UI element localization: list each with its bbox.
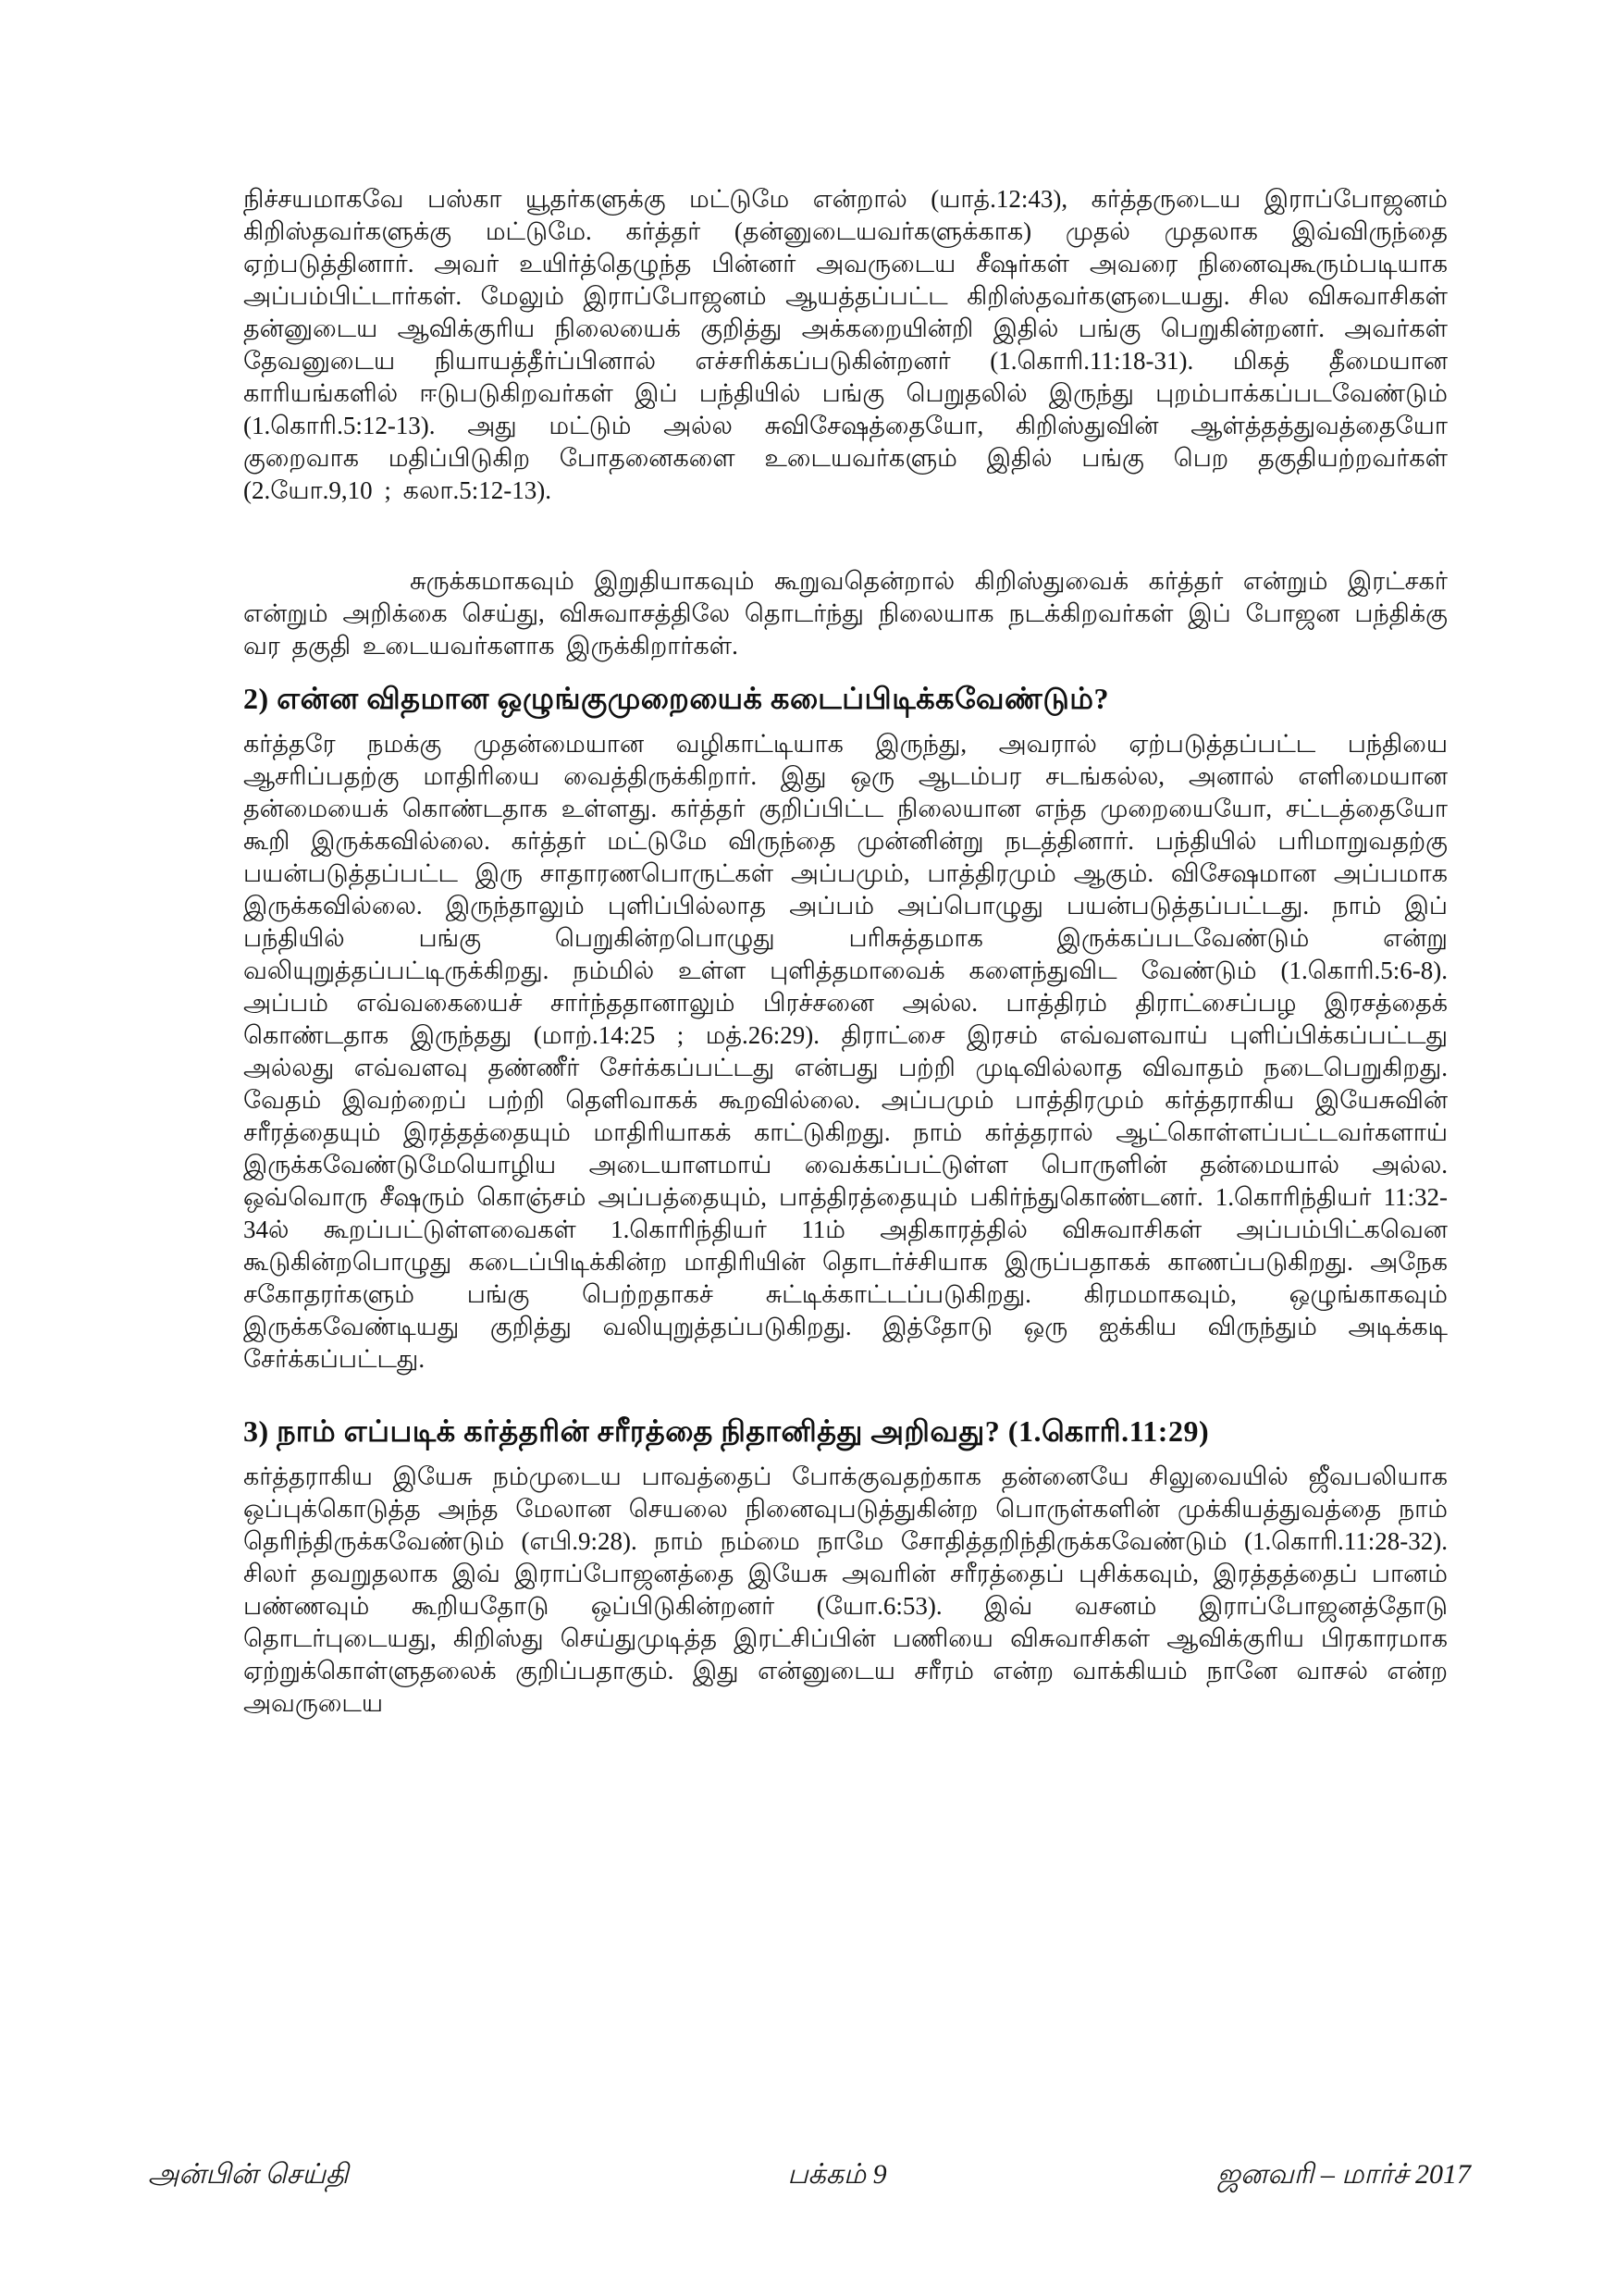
paragraph-summary: சுருக்கமாகவும் இறுதியாகவும் கூறுவதென்றால் கிறிஸ்துவைக் கர்த்தர் என்றும் இரட்சகர் என்றும் அறிக்கை செய்து, விசுவாசத்திலே தொடர்ந்து நிலையாக நடக்கிறவர்கள் இப் போஜன பந்திக்கு வர தகுதி உடையவர்களாக இருக்கிறார்கள். bbox=[243, 567, 1448, 660]
footer-page-number: பக்கம் 9 bbox=[787, 2159, 887, 2190]
paragraph-discerning-the-body: கர்த்தராகிய இயேசு நம்முடைய பாவத்தைப் போக்குவதற்காக தன்னையே சிலுவையில் ஜீவபலியாக ஒப்புக்கொடுத்த அந்த மேலான செயலை நினைவுபடுத்துகின்ற பொருள்களின் முக்கியத்துவத்தை நாம் தெரிந்திருக்கவேண்டும் (எபி.9:28). நாம் நம்மை நாமே சோதித்தறிந்திருக்கவேண்டும் (1.கொரி.11:28-32). சிலர் தவறுதலாக இவ் இராப்போஜனத்தை இயேசு அவரின் சரீரத்தைப் புசிக்கவும், இரத்தத்தைப் பானம் பண்ணவும் கூறியதோடு ஒப்பிடுகின்றனர் (யோ.6:53). இவ் வசனம் இராப்போஜனத்தோடு தொடர்புடையது, கிறிஸ்து செய்துமுடித்த இரட்சிப்பின் பணியை விசுவாசிகள் ஆவிக்குரிய பிரகாரமாக ஏற்றுக்கொள்ளுதலைக் குறிப்பதாகும். இது என்னுடைய சரீரம் என்ற வாக்கியம் நானே வாசல் என்ற அவருடைய bbox=[243, 1463, 1448, 1717]
section-heading-3: 3) நாம் எப்படிக் கர்த்தரின் சரீரத்தை நிதானித்து அறிவது? (1.கொரி.11:29) bbox=[243, 1414, 1210, 1448]
paragraph-lords-supper-for-christians: நிச்சயமாகவே பஸ்கா யூதர்களுக்கு மட்டுமே என்றால் (யாத்.12:43), கர்த்தருடைய இராப்போஜனம் கிறிஸ்தவர்களுக்கு மட்டுமே. கர்த்தர் (தன்னுடையவர்களுக்காக) முதல் முதலாக இவ்விருந்தை ஏற்படுத்தினார். அவர் உயிர்த்தெழுந்த பின்னர் அவருடைய சீஷர்கள் அவரை நினைவுகூரும்படியாக அப்பம்பிட்டார்கள். மேலும் இராப்போஜனம் ஆயத்தப்பட்ட கிறிஸ்தவர்களுடையது. சில விசுவாசிகள் தன்னுடைய ஆவிக்குரிய நிலையைக் குறித்து அக்கறையின்றி இதில் பங்கு பெறுகின்றனர். அவர்கள் தேவனுடைய நியாயத்தீர்ப்பினால் எச்சரிக்கப்படுகின்றனர் (1.கொரி.11:18-31). மிகத் தீமையான காரியங்களில் ஈடுபடுகிறவர்கள் இப் பந்தியில் பங்கு பெறுதலில் இருந்து புறம்பாக்கப்படவேண்டும் (1.கொரி.5:12-13). அது மட்டும் அல்ல சுவிசேஷத்தையோ, கிறிஸ்துவின் ஆள்த்தத்துவத்தையோ குறைவாக மதிப்பிடுகிற போதனைகளை உடையவர்களும் இதில் பங்கு பெற தகுதியற்றவர்கள் (2.யோ.9,10 ; கலா.5:12-13). bbox=[243, 185, 1448, 504]
article-body bbox=[243, 183, 1448, 1720]
section-heading-2: 2) என்ன விதமான ஒழுங்குமுறையைக் கடைப்பிடிக்கவேண்டும்? bbox=[243, 682, 1109, 715]
paragraph-ordinance-practice: கர்த்தரே நமக்கு முதன்மையான வழிகாட்டியாக இருந்து, அவரால் ஏற்படுத்தப்பட்ட பந்தியை ஆசரிப்பதற்கு மாதிரியை வைத்திருக்கிறார். இது ஒரு ஆடம்பர சடங்கல்ல, அனால் எளிமையான தன்மையைக் கொண்டதாக உள்ளது. கர்த்தர் குறிப்பிட்ட நிலையான எந்த முறையையோ, சட்டத்தையோ கூறி இருக்கவில்லை. கர்த்தர் மட்டுமே விருந்தை முன்னின்று நடத்தினார். பந்தியில் பரிமாறுவதற்கு பயன்படுத்தப்பட்ட இரு சாதாரணபொருட்கள் அப்பமும், பாத்திரமும் ஆகும். விசேஷமான அப்பமாக இருக்கவில்லை. இருந்தாலும் புளிப்பில்லாத அப்பம் அப்பொழுது பயன்படுத்தப்பட்டது. நாம் இப் பந்தியில் பங்கு பெறுகின்றபொழுது பரிசுத்தமாக இருக்கப்படவேண்டும் என்று வலியுறுத்தப்பட்டிருக்கிறது. நம்மில் உள்ள புளித்தமாவைக் களைந்துவிட வேண்டும் (1.கொரி.5:6-8). அப்பம் எவ்வகையைச் சார்ந்ததானாலும் பிரச்சனை அல்ல. பாத்திரம் திராட்சைப்பழ இரசத்தைக் கொண்டதாக இருந்தது (மாற்.14:25 ; மத்.26:29). திராட்சை இரசம் எவ்வளவாய் புளிப்பிக்கப்பட்டது அல்லது எவ்வளவு தண்ணீர் சேர்க்கப்பட்டது என்பது பற்றி முடிவில்லாத விவாதம் நடைபெறுகிறது. வேதம் இவற்றைப் பற்றி தெளிவாகக் கூறவில்லை. அப்பமும் பாத்திரமும் கர்த்தராகிய இயேசுவின் சரீரத்தையும் இரத்தத்தையும் மாதிரியாகக் காட்டுகிறது. நாம் கர்த்தரால் ஆட்கொள்ளப்பட்டவர்களாய் இருக்கவேண்டுமேயொழிய அடையாளமாய் வைக்கப்பட்டுள்ள பொருளின் தன்மையால் அல்ல. ஒவ்வொரு சீஷரும் கொஞ்சம் அப்பத்தையும், பாத்திரத்தையும் பகிர்ந்துகொண்டனர். 1.கொரிந்தியர் 11:32-34ல் கூறப்பட்டுள்ளவைகள் 1.கொரிந்தியர் 11ம் அதிகாரத்தில் விசுவாசிகள் அப்பம்பிட்கவென கூடுகின்றபொழுது கடைப்பிடிக்கின்ற மாதிரியின் தொடர்ச்சியாக இருப்பதாகக் காணப்படுகிறது. அநேக சகோதரர்களும் பங்கு பெற்றதாகச் சுட்டிக்காட்டப்படுகிறது. கிரமமாகவும், ஒழுங்காகவும் இருக்கவேண்டியது குறித்து வலியுறுத்தப்படுகிறது. இத்தோடு ஒரு ஐக்கிய விருந்தும் அடிக்கடி சேர்க்கப்பட்டது. bbox=[243, 730, 1448, 1373]
page-footer bbox=[148, 2157, 1471, 2192]
footer-issue-date: ஜனவரி – மார்ச் 2017 bbox=[1216, 2159, 1471, 2190]
footer-magazine-title: அன்பின் செய்தி bbox=[148, 2159, 349, 2190]
